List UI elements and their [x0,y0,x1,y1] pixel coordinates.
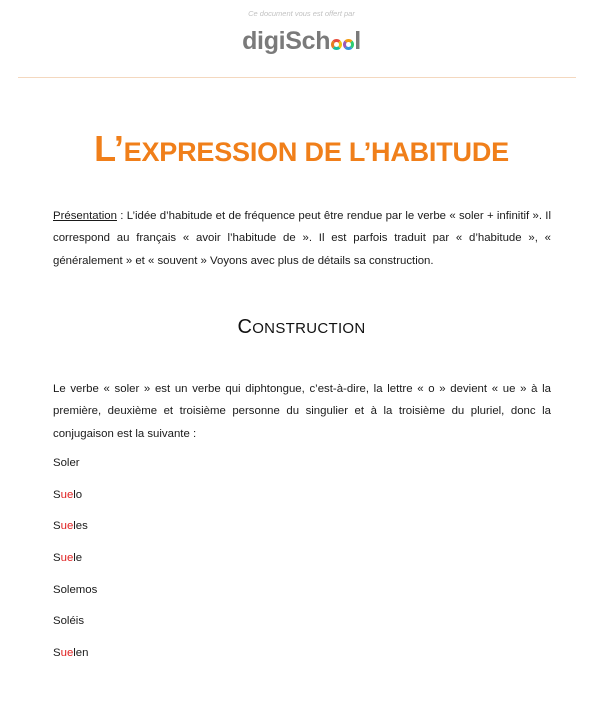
header-divider [18,77,576,78]
explanation-paragraph: Le verbe « soler » est un verbe qui diphtongue, c’est-à-dire, la lettre « o » devient « ue » à la première, deuxième et troisième personne du singulier et à la troisième du pluriel, donc la conjugaison est la suivante : [53,383,551,440]
conj-start: S [53,552,61,564]
conj-start: Solemos [53,584,98,596]
intro-label: Présentation [53,210,117,222]
title-rest: EXPRESSION DE L’HABITUDE [123,137,509,167]
logo-text-prefix: digiSch [242,27,331,55]
section-rest: ONSTRUCTION [252,320,366,337]
conjugation-line [53,647,88,659]
conj-end: les [73,520,88,532]
logo-text-suffix: l [354,27,361,55]
conj-highlight: ue [60,489,74,501]
section-heading [0,316,603,339]
title-initial: L’ [94,128,124,169]
conjugation-line [53,520,88,532]
conjugation-line [53,552,82,564]
conj-end: lo [73,489,83,501]
conjugation-line [53,489,82,501]
conj-start: S [53,520,61,532]
conj-highlight: ue [60,647,74,659]
conj-start: Soléis [53,615,85,627]
conjugation-line [53,615,84,627]
conjugation-line [53,457,80,469]
conj-end: len [73,647,89,659]
conj-start: S [53,489,61,501]
logo-ring-icon [331,39,342,50]
section-initial: C [237,316,253,338]
intro-text: : L’idée d’habitude et de fréquence peut être rendue par le verbe « soler + infinitif ». Il correspond au français « avoir l’habitude de ». Il est parfois traduit par « d’habitude », « généralement » et « souvent » Voyons avec plus de détails sa construction. [53,210,551,267]
digischool-logo [0,27,603,56]
conj-end: le [73,552,83,564]
offered-by-notice: Ce document vous est offert par [248,9,355,18]
conj-start: S [53,647,61,659]
conj-highlight: ue [60,552,74,564]
conj-start: Soler [53,457,80,469]
conjugation-line [53,584,97,596]
logo-ring-icon [343,39,354,50]
intro-paragraph [53,205,551,272]
conj-highlight: ue [60,520,74,532]
page-title [0,128,603,170]
